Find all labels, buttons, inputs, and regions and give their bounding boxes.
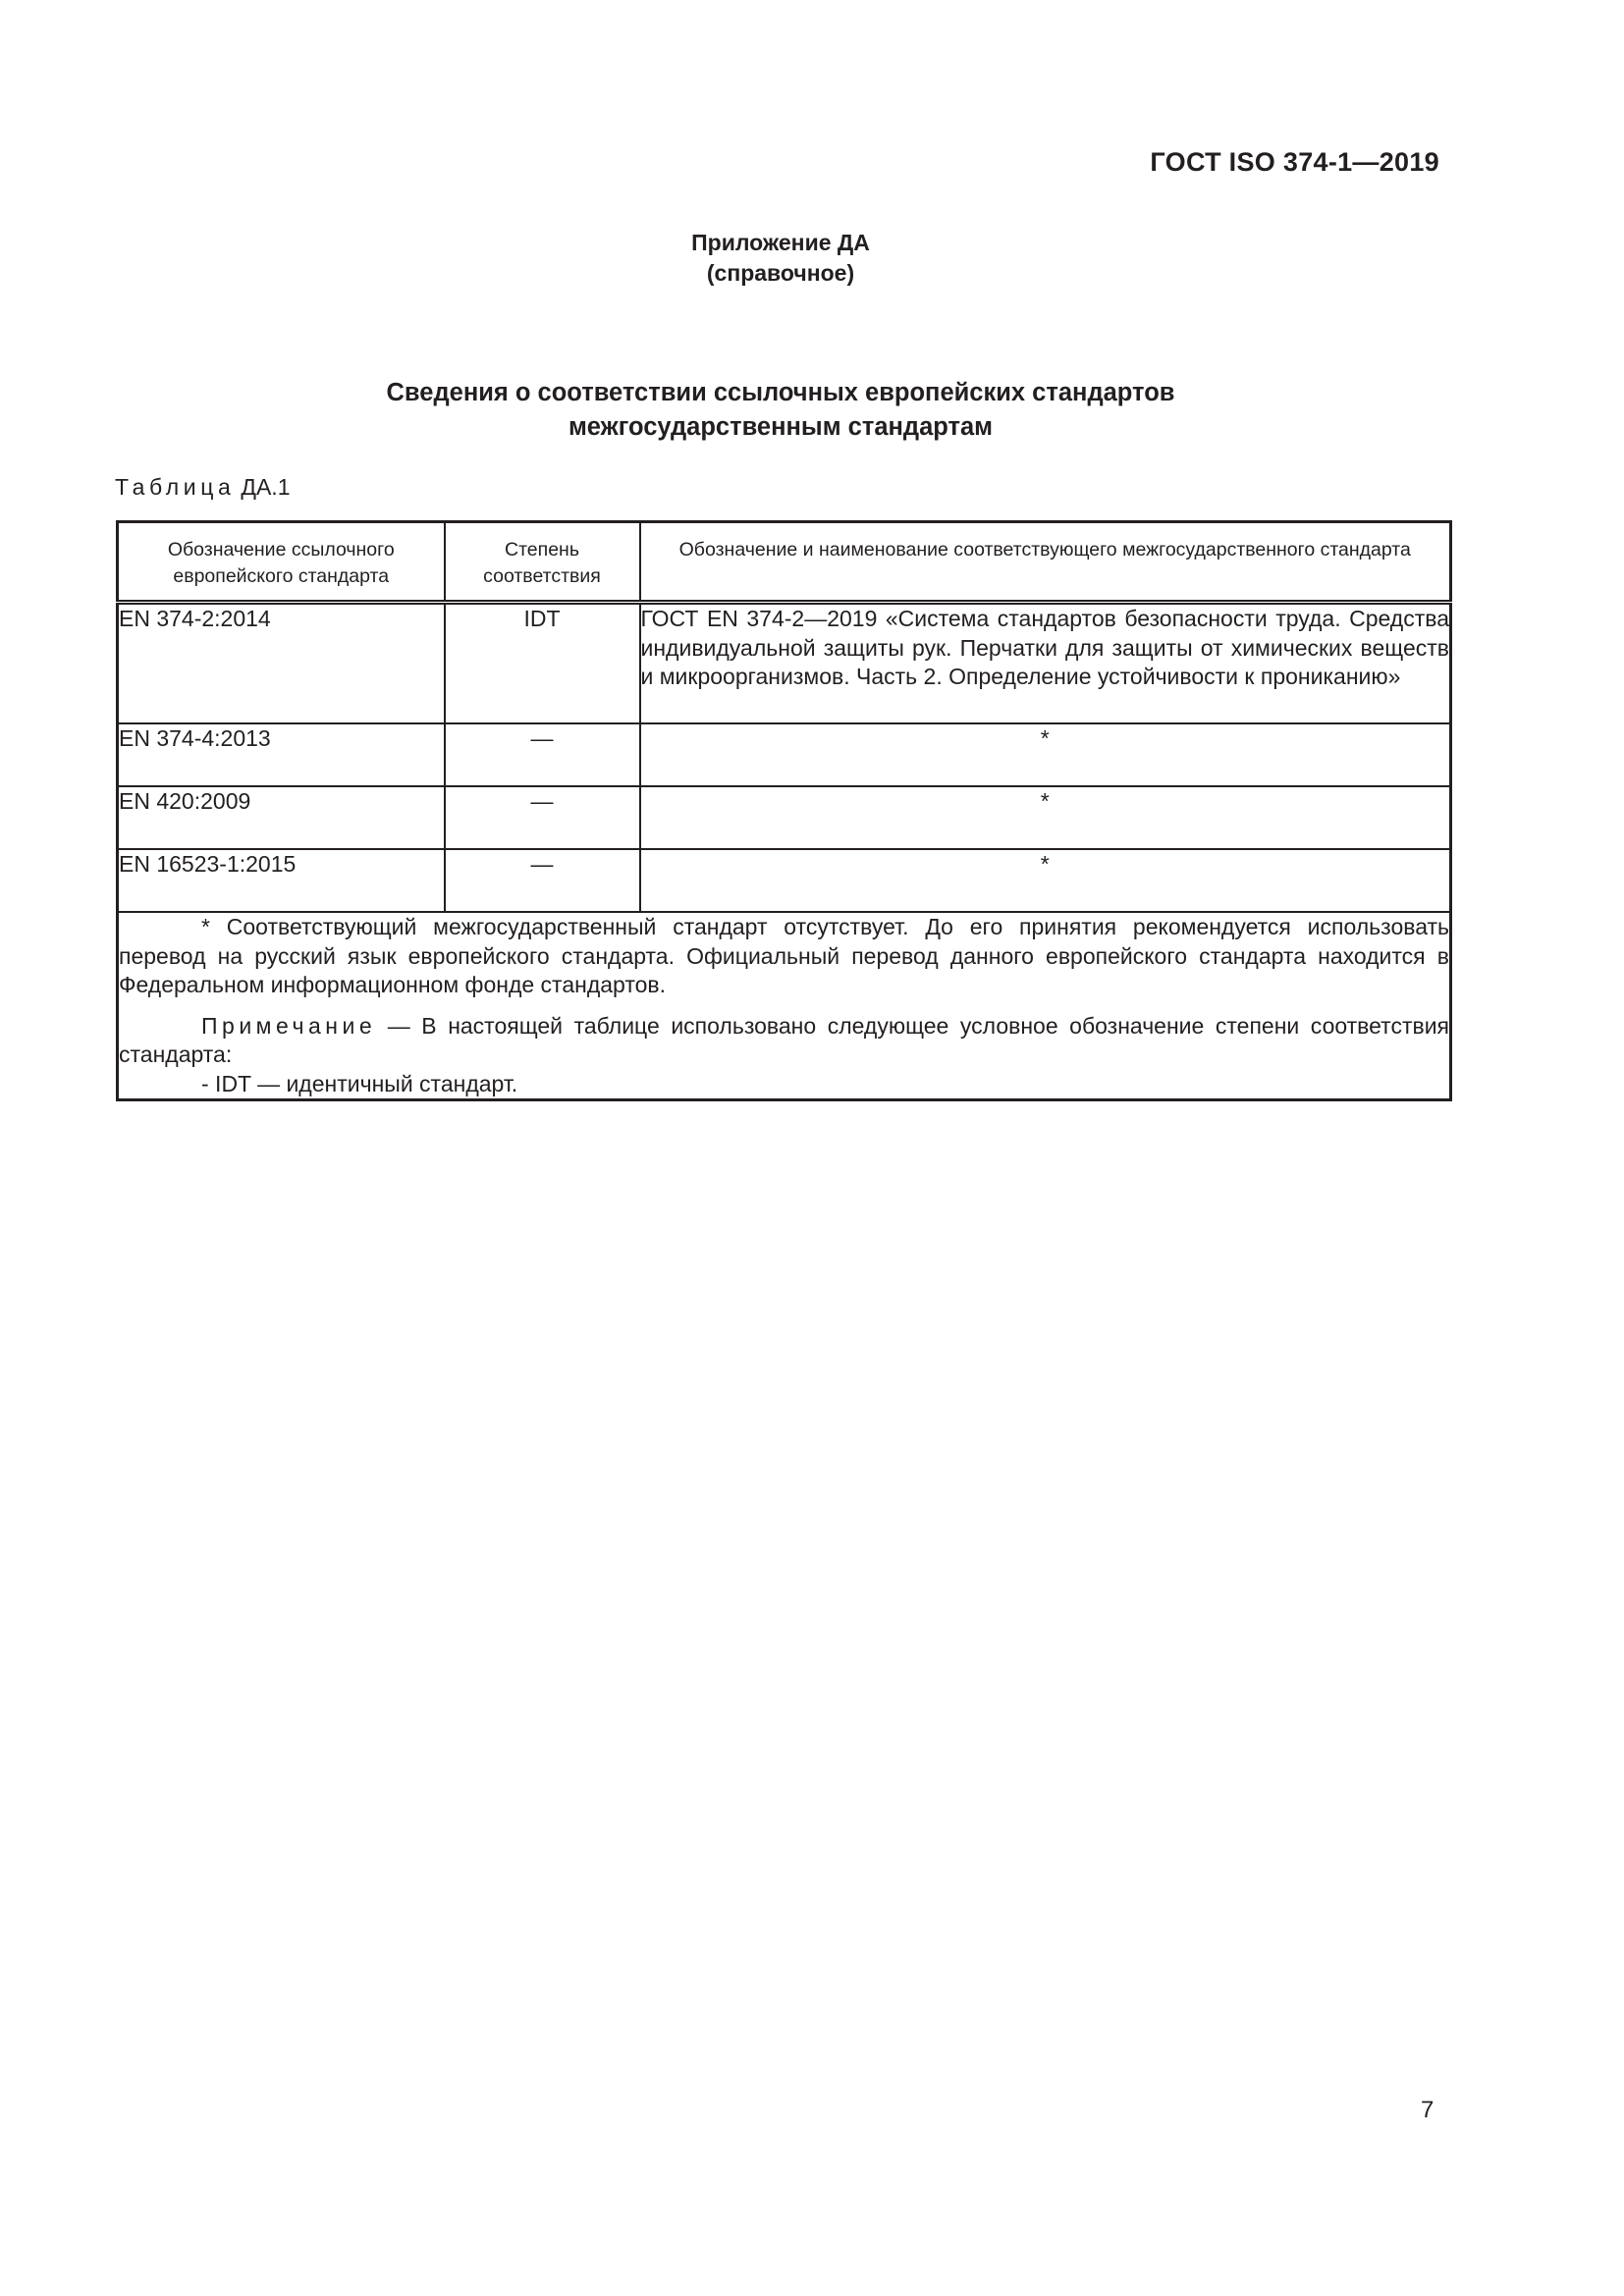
annex-subtitle: (справочное) [706, 260, 855, 286]
cell-reference-standard: EN 420:2009 [118, 786, 445, 849]
header-degree: Степень соответствия [445, 522, 640, 603]
table-caption-label: Таблица [115, 474, 236, 500]
cell-degree: IDT [445, 603, 640, 724]
cell-degree: — [445, 723, 640, 786]
cell-interstate-standard: * [640, 786, 1451, 849]
cell-reference-standard: EN 374-2:2014 [118, 603, 445, 724]
cell-degree: — [445, 786, 640, 849]
page-number: 7 [1421, 2097, 1435, 2123]
table-header-row [118, 522, 1451, 603]
cell-interstate-standard: * [640, 849, 1451, 912]
cell-reference-standard: EN 16523-1:2015 [118, 849, 445, 912]
table-footnote: * Соответствующий межгосударственный стандарт отсутствует. До его принятия рекомендуется использовать перевод на русский язык европейского стандарта. Официальный перевод данного европейского стандарта находится в Федеральном информационном фонде стандартов. [119, 914, 1449, 997]
table-notes [118, 912, 1451, 1100]
table-caption [115, 474, 291, 501]
section-title-line-2: межгосударственным стандартам [568, 413, 994, 441]
table-notes-row [118, 912, 1451, 1100]
cell-interstate-standard: * [640, 723, 1451, 786]
section-title-line-1: Сведения о соответствии ссылочных европейских стандартов [386, 379, 1175, 406]
note-list-item: - IDT — идентичный стандарт. [201, 1070, 518, 1096]
table-note [119, 1012, 1449, 1070]
header-reference-standard: Обозначение ссылочного европейского стандарта [118, 522, 445, 603]
table-row [118, 723, 1451, 786]
header-interstate-standard: Обозначение и наименование соответствующего межгосударственного стандарта [640, 522, 1451, 603]
table-row [118, 786, 1451, 849]
annex-heading [0, 228, 1561, 289]
correspondence-table [116, 520, 1452, 1101]
document-code: ГОСТ ISO 374-1—2019 [1150, 147, 1439, 177]
table-caption-number: ДА.1 [241, 474, 291, 500]
note-label: Примечание [201, 1012, 377, 1039]
cell-reference-standard: EN 374-4:2013 [118, 723, 445, 786]
cell-degree: — [445, 849, 640, 912]
annex-title: Приложение ДА [691, 230, 870, 255]
table-row [118, 603, 1451, 724]
cell-interstate-standard: ГОСТ EN 374-2—2019 «Система стандартов безопасности труда. Средства индивидуальной защиты рук. Перчатки для защиты от химических веществ и микроорганизмов. Часть 2. Определение устойчивости к прониканию» [640, 603, 1451, 724]
section-title [0, 376, 1561, 445]
table-row [118, 849, 1451, 912]
note-text: — В настоящей таблице использовано следующее условное обозначение степени соответствия стандарта: [119, 1012, 1450, 1067]
